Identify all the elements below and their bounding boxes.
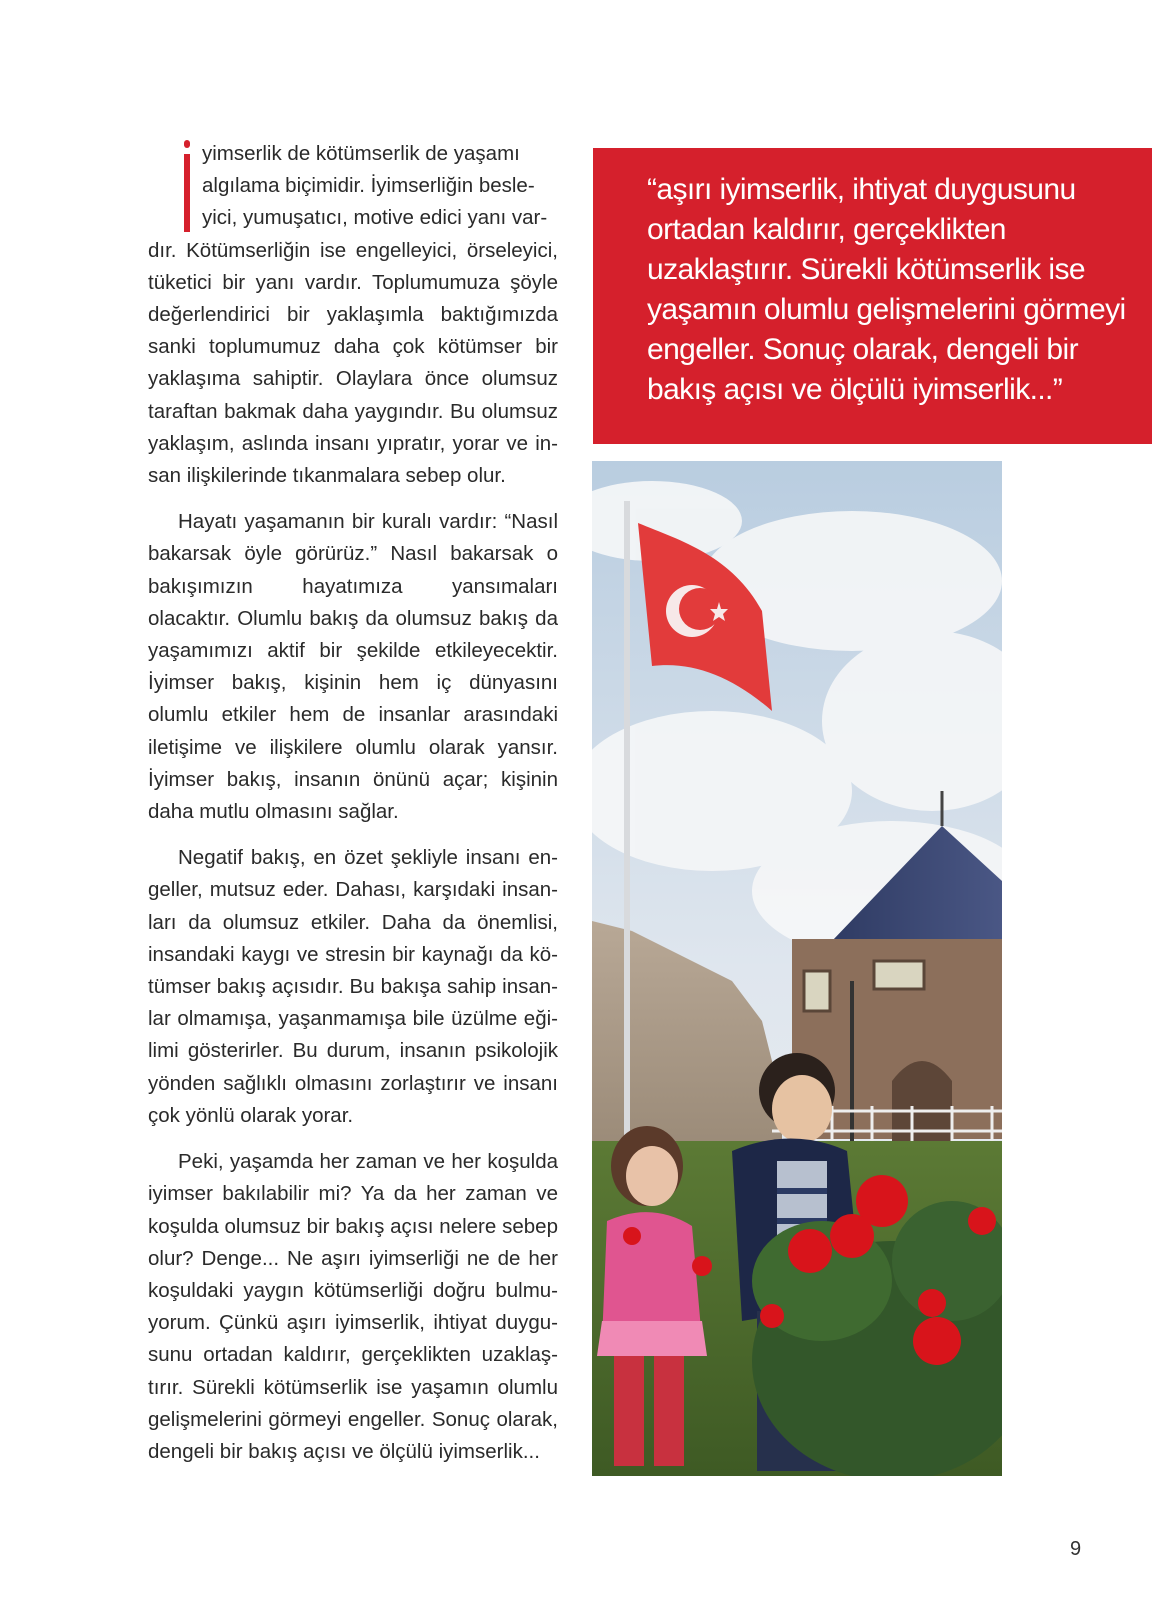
photo-illustration: [592, 461, 1002, 1476]
paragraph-4: Peki, yaşamda her zaman ve her koşulda iyimser bakılabilir mi? Ya da her zaman ve koşulda olumsuz bir bakış açısı nelere sebep olur? Denge... Ne aşırı iyimserliği ne de her koşuldaki yaygın kötümserliği doğru bulmuyorum. Çünkü aşırı iyimserlik, ihtiyat duygusunu ortadan kaldırır, gerçeklikten uzaklaştırır. Sürekli kötümserlik ise yaşamın olumlu gelişmelerini görmeyi engeller. Sonuç olarak, dengeli bir bakış açısı ve ölçülü iyimserlik...: [148, 1150, 558, 1463]
dropcap-dot: [184, 140, 190, 148]
pull-quote-box: [593, 148, 1152, 444]
page-number: 9: [1070, 1538, 1082, 1560]
rose-bush: [752, 1201, 1002, 1476]
tomb-arch: [892, 1061, 952, 1141]
dropcap: [184, 140, 190, 232]
first-paragraph-indented-lines: [148, 138, 558, 235]
first-line-2: algılama biçimidir. İyimserliğin besle-: [202, 174, 535, 198]
first-line-1: yimserlik de kötümserlik de yaşamı: [202, 142, 520, 165]
paragraph-3: Negatif bakış, en özet şekliyle insanı engeller, mutsuz eder. Dahası, karşıdaki insanları da olumsuz etkiler. Daha da önemlisi, insandaki kaygı ve stresin bir kaynağı da kötümser bakış açısıdır. Bu bakışa sahip insanlar olmamışa, yaşanmamışa bile üzülme eğilimi gösterirler. Bu durum, insanın psikolojik yönden sağlıklı olmasını zorlaştırır ve insanı çok yönlü olarak yorar.: [148, 846, 558, 1127]
first-paragraph: [148, 138, 558, 492]
photo-children-flag-roses: [592, 461, 1002, 1476]
paragraph-2: Hayatı yaşamanın bir kuralı vardır: “Nasıl bakarsak öyle görürüz.” Nasıl bakarsak o bakışımızın hayatımıza yansımaları olacaktır. Olumlu bakış da olumsuz bakış da yaşamımızı aktif bir şekilde etkileyecektir. İyimser bakış, kişinin hem iç dünyasını olumlu etkiler hem de insanlar arasındaki iletişime ve ilişkilere olumlu olarak yansır. İyimser bakış, insanın önünü açar; kişinin daha mutlu olmasını sağlar.: [148, 510, 558, 824]
dropcap-stem: [184, 154, 190, 232]
flag-pole: [624, 501, 630, 1141]
article-column: [148, 138, 558, 1482]
first-paragraph-rest: dır. Kötümserliğin ise engelleyici, örseleyici, tüketici bir yanı vardır. Toplumumuza şöyle değerlendirici bir yaklaşımla baktığımızda sanki toplumumuz daha çok kötümser bir yaklaşıma sahiptir. Olaylara önce olumsuz taraftan bakmak daha yaygındır. Bu olumsuz yaklaşım, aslında insanı yıpratır, yorar ve insan ilişkilerinde tıkanmalara sebep olur.: [148, 238, 558, 488]
first-line-3: yici, yumuşatıcı, motive edici yanı var-: [202, 206, 548, 230]
pull-quote-text: “aşırı iyimserlik, ihtiyat duygusunu ortadan kaldırır, gerçeklikten uzaklaştırır. Sürekli kötümserlik ise yaşamın olumlu gelişmelerini görmeyi engeller. Sonuç olarak, dengeli bir bakış açısı ve ölçülü iyimserlik...”: [647, 173, 1126, 406]
